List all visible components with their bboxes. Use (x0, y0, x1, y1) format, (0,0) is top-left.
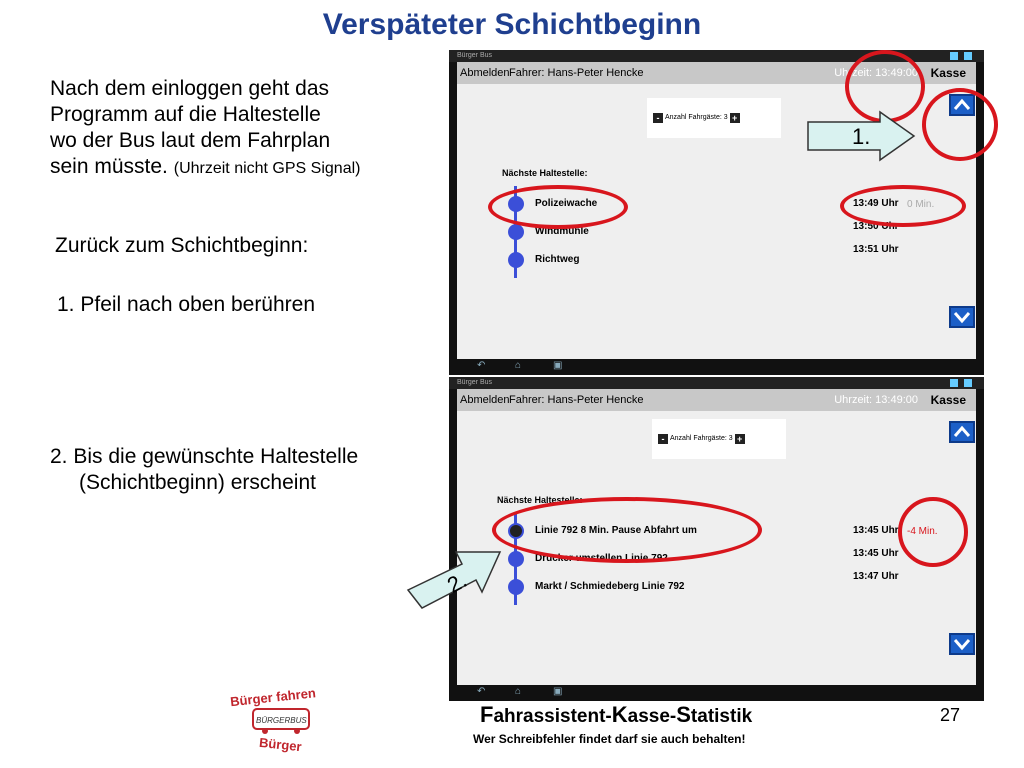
logo-bottom-text: Bürger (258, 734, 303, 755)
back-icon[interactable]: ↶ (477, 686, 486, 697)
status-app-name: Bürger Bus (457, 379, 493, 386)
annotation-circle-up-arrow (922, 88, 998, 161)
next-stop-label: Nächste Haltestelle: (497, 495, 583, 505)
chevron-up-icon (951, 423, 973, 441)
step-2-text (50, 444, 358, 496)
step-2-line-1: 2. Bis die gewünschte Haltestelle (50, 445, 359, 468)
stop-time: 13:49 Uhr (853, 198, 899, 209)
android-nav-bar (457, 359, 976, 373)
scroll-down-button[interactable] (949, 306, 975, 328)
cash-button[interactable]: Kasse (930, 393, 966, 407)
passenger-counter (652, 419, 786, 459)
guests-plus-button[interactable]: + (735, 434, 745, 444)
footer-title (480, 702, 752, 728)
notification-icon (950, 379, 958, 387)
footer-letter-s: S (676, 702, 691, 727)
chevron-down-icon (951, 308, 973, 326)
stop-time: 13:47 Uhr (853, 571, 899, 582)
slide-title: Verspäteter Schichtbeginn (322, 8, 702, 41)
battery-icon (964, 52, 972, 60)
stop-time: 13:51 Uhr (853, 244, 899, 255)
annotation-circle-stop-1 (488, 185, 628, 229)
intro-text (50, 76, 360, 182)
guests-plus-button[interactable]: + (730, 113, 740, 123)
stop-name[interactable]: Polizeiwache (535, 198, 598, 209)
app-header (457, 389, 976, 411)
stop-time: 13:45 Uhr (853, 525, 899, 536)
intro-line-3: wo der Bus laut dem Fahrplan (50, 129, 331, 152)
guests-label: Anzahl Fahrgäste: 3 (670, 435, 733, 442)
next-stop-label: Nächste Haltestelle: (502, 168, 588, 178)
back-icon[interactable]: ↶ (477, 360, 486, 371)
footer-letter-f: F (480, 702, 494, 727)
page-number: 27 (940, 705, 961, 725)
annotation-circle-delay-1 (840, 185, 966, 227)
clock-display: Uhrzeit: 13:49:00 (834, 67, 918, 79)
status-app-name: Bürger Bus (457, 52, 493, 59)
status-bar (449, 377, 984, 389)
stop-name[interactable]: Drucker umstellen Linie 792 (535, 553, 668, 564)
logout-button[interactable]: Abmelden (460, 394, 510, 406)
guests-minus-button[interactable]: - (653, 113, 663, 123)
home-icon[interactable]: ⌂ (515, 360, 522, 371)
guests-minus-button[interactable]: - (658, 434, 668, 444)
battery-icon (964, 379, 972, 387)
stop-marker (508, 224, 524, 240)
stop-marker (508, 252, 524, 268)
footer-part-tatistik: tatistik (690, 706, 753, 727)
annotation-circle-stop-2 (492, 497, 762, 563)
stop-time: 13:45 Uhr (853, 548, 899, 559)
scroll-down-button[interactable] (949, 633, 975, 655)
step-2-line-2: (Schichtbeginn) erscheint (79, 471, 316, 494)
intro-line-1: Nach dem einloggen geht das (50, 77, 330, 100)
chevron-down-icon (951, 635, 973, 653)
footer-letter-k: K (611, 702, 628, 727)
logout-button[interactable]: Abmelden (460, 67, 510, 79)
delay-value: -4 Min. (907, 526, 938, 537)
driver-name: Fahrer: Hans-Peter Hencke (509, 394, 644, 406)
android-nav-bar (457, 685, 976, 699)
notification-icon (950, 52, 958, 60)
step-1-text: 1. Pfeil nach oben berühren (57, 293, 316, 316)
footer-part-ahr: ahrassistent- (493, 706, 612, 727)
driver-name: Fahrer: Hans-Peter Hencke (509, 67, 644, 79)
logo-top-text: Bürger fahren (229, 685, 317, 710)
scroll-up-button[interactable] (949, 421, 975, 443)
recent-apps-icon[interactable]: ▣ (553, 360, 563, 371)
delay-value: 0 Min. (907, 199, 935, 210)
callout-label-2: 2. (442, 567, 471, 598)
bus-logo-icon (225, 685, 335, 755)
recent-apps-icon[interactable]: ▣ (553, 686, 563, 697)
passenger-counter (647, 98, 781, 138)
stop-name[interactable]: Richtweg (535, 254, 580, 265)
stop-name[interactable]: Windmühle (535, 226, 589, 237)
footer-subtitle: Wer Schreibfehler findet darf sie auch behalten! (473, 732, 746, 746)
back-heading: Zurück zum Schichtbeginn: (55, 234, 309, 257)
callout-label-1: 1. (852, 124, 871, 149)
home-icon[interactable]: ⌂ (515, 686, 522, 697)
stop-name[interactable]: Linie 792 8 Min. Pause Abfahrt um (535, 525, 697, 536)
buergerbus-logo (225, 685, 335, 755)
cash-button[interactable]: Kasse (930, 66, 966, 80)
clock-display: Uhrzeit: 13:49:00 (834, 394, 918, 406)
intro-note: (Uhrzeit nicht GPS Signal) (173, 160, 361, 177)
stop-name[interactable]: Markt / Schmiedeberg Linie 792 (535, 581, 685, 592)
footer-part-asse: asse- (627, 706, 677, 727)
intro-line-2: Programm auf die Haltestelle (50, 103, 321, 126)
intro-line-4 (50, 154, 360, 182)
logo-middle-text: BÜRGERBUS (256, 716, 307, 725)
stop-time: 13:50 Uhr (853, 221, 899, 232)
annotation-circle-delay-2 (898, 497, 968, 567)
intro-line-4-text: sein müsste. (50, 155, 168, 178)
guests-label: Anzahl Fahrgäste: 3 (665, 114, 728, 121)
